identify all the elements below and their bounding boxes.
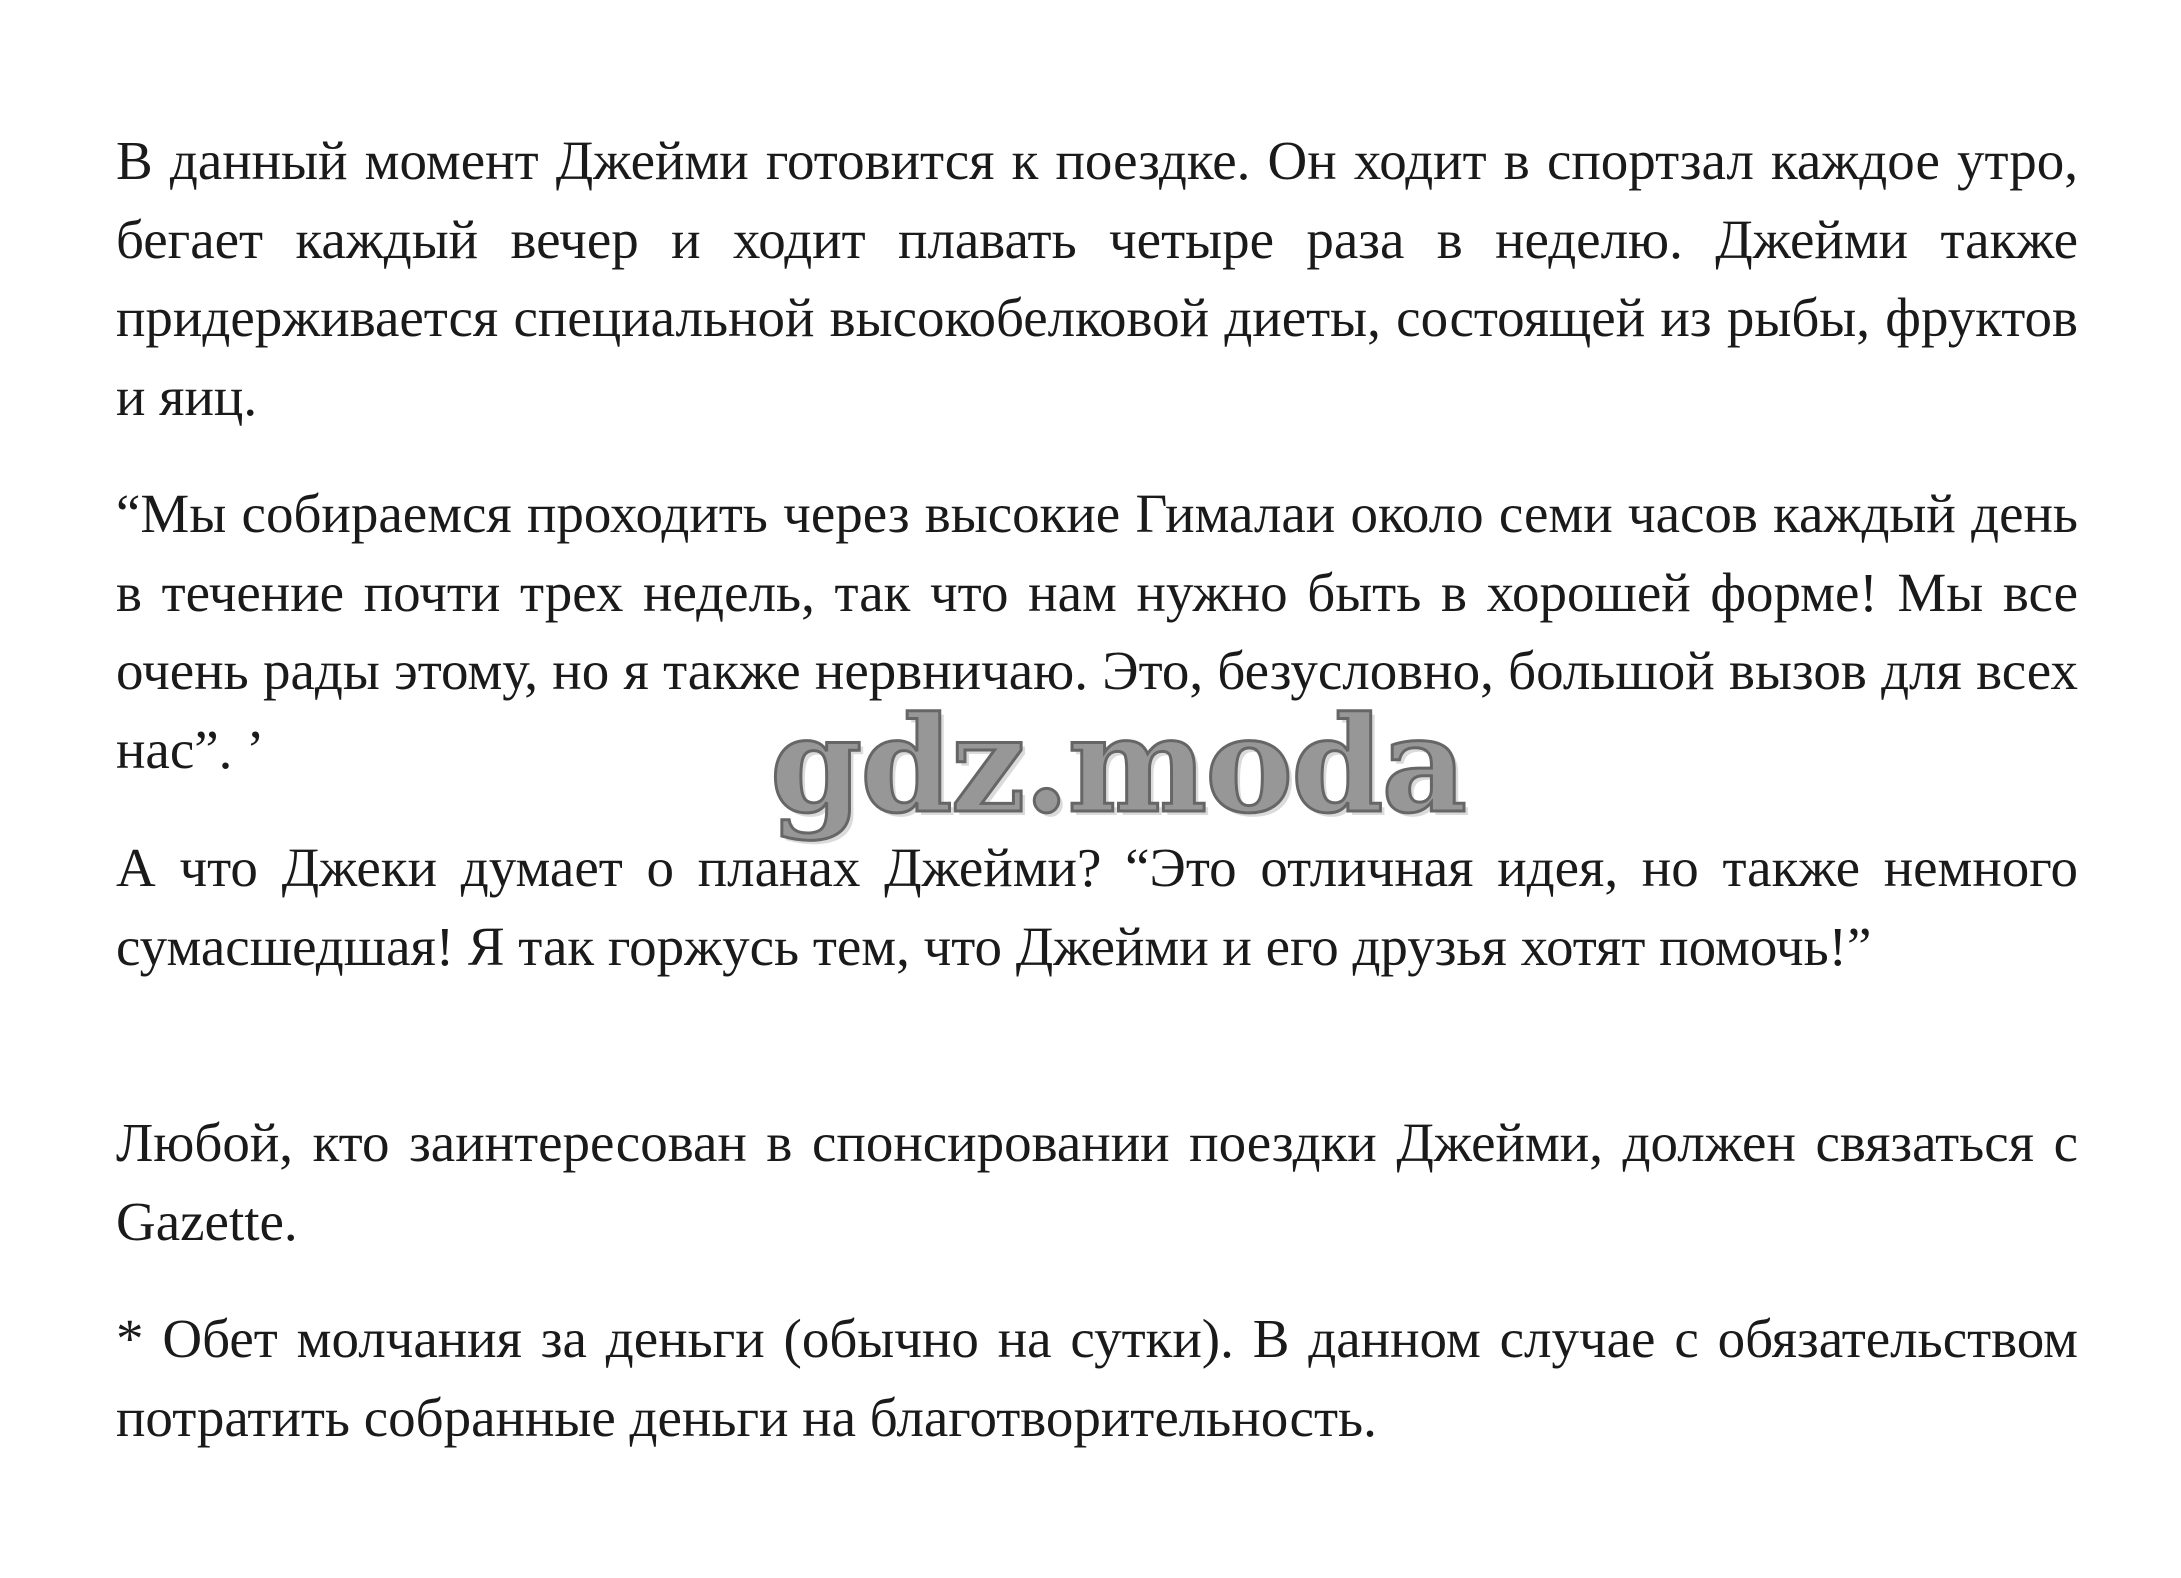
paragraph-sponsorship: Любой, кто заинтересован в спонсировании поездки Джейми, должен связаться с Gazette. xyxy=(116,1112,2078,1252)
footnote: * Обет молчания за деньги (обычно на сутки). В данном случае с обязательством потратить собранные деньги на благотворительность. xyxy=(116,1308,2078,1448)
paragraph-training: В данный момент Джейми готовится к поездке. Он ходит в спортзал каждое утро, бегает каждый вечер и ходит плавать четыре раза в неделю. Джейми также придерживается специальной высокобелковой диеты, состоящей из рыбы, фруктов и яиц. xyxy=(116,130,2078,427)
paragraph-jackie-opinion: А что Джеки думает о планах Джейми? “Это отличная идея, но также немного сумасшедшая! Я так горжусь тем, что Джейми и его друзья хотят помочь!” xyxy=(116,837,2078,977)
paragraph-quote-himalayas: “Мы собираемся проходить через высокие Гималаи около семи часов каждый день в течение почти трех недель, так что нам нужно быть в хорошей форме! Мы все очень рады этому, но я также нервничаю. Это, безусловно, большой вызов для всех нас”. ’ xyxy=(116,483,2078,780)
watermark-logo: gdz.moda xyxy=(770,688,1466,843)
